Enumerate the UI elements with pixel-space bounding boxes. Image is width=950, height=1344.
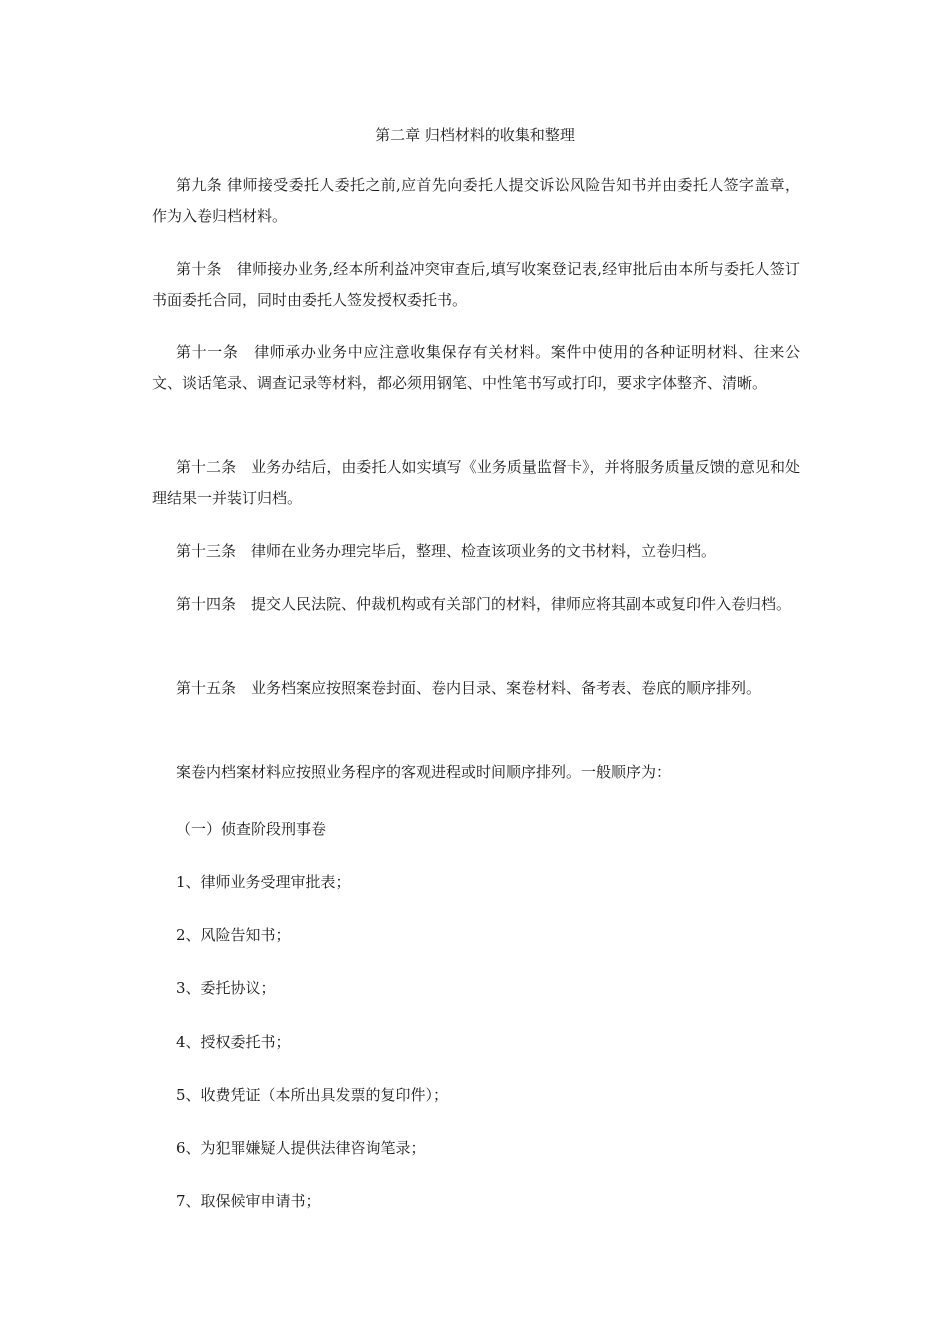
article-11: 第十一条 律师承办业务中应注意收集保存有关材料。案件中使用的各种证明材料、往来公文、谈话笔录、调查记录等材料，都必须用钢笔、中性笔书写或打印，要求字体整齐、清晰。 bbox=[152, 343, 800, 392]
article-9: 第九条 律师接受委托人委托之前,应首先向委托人提交诉讼风险告知书并由委托人签字盖章，作为入卷归档材料。 bbox=[152, 176, 800, 225]
article-10: 第十条 律师接办业务,经本所利益冲突审查后,填写收案登记表,经审批后由本所与委托人签订书面委托合同，同时由委托人签发授权委托书。 bbox=[152, 260, 800, 309]
list-item: 6、为犯罪嫌疑人提供法律咨询笔录； bbox=[176, 1139, 426, 1157]
list-item: 3、委托协议； bbox=[176, 979, 276, 997]
list-item: 5、收费凭证（本所出具发票的复印件）； bbox=[176, 1086, 449, 1104]
list-item: 4、授权委托书； bbox=[176, 1033, 291, 1051]
list-item: 1、律师业务受理审批表； bbox=[176, 873, 351, 891]
article-15: 第十五条 业务档案应按照案卷封面、卷内目录、案卷材料、备考表、卷底的顺序排列。 bbox=[176, 679, 762, 697]
chapter-title: 第二章 归档材料的收集和整理 bbox=[375, 126, 575, 144]
article-13: 第十三条 律师在业务办理完毕后，整理、检查该项业务的文书材料，立卷归档。 bbox=[176, 542, 717, 560]
list-item: 2、风险告知书； bbox=[176, 926, 291, 944]
ordering-intro: 案卷内档案材料应按照业务程序的客观进程或时间顺序排列。一般顺序为： bbox=[176, 763, 672, 781]
article-14: 第十四条 提交人民法院、仲裁机构或有关部门的材料，律师应将其副本或复印件入卷归档。 bbox=[176, 595, 792, 613]
section-heading: （一）侦查阶段刑事卷 bbox=[176, 820, 327, 838]
list-item: 7、取保候审申请书； bbox=[176, 1192, 321, 1210]
article-12: 第十二条 业务办结后，由委托人如实填写《业务质量监督卡》，并将服务质量反馈的意见和处理结果一并装订归档。 bbox=[152, 458, 800, 507]
